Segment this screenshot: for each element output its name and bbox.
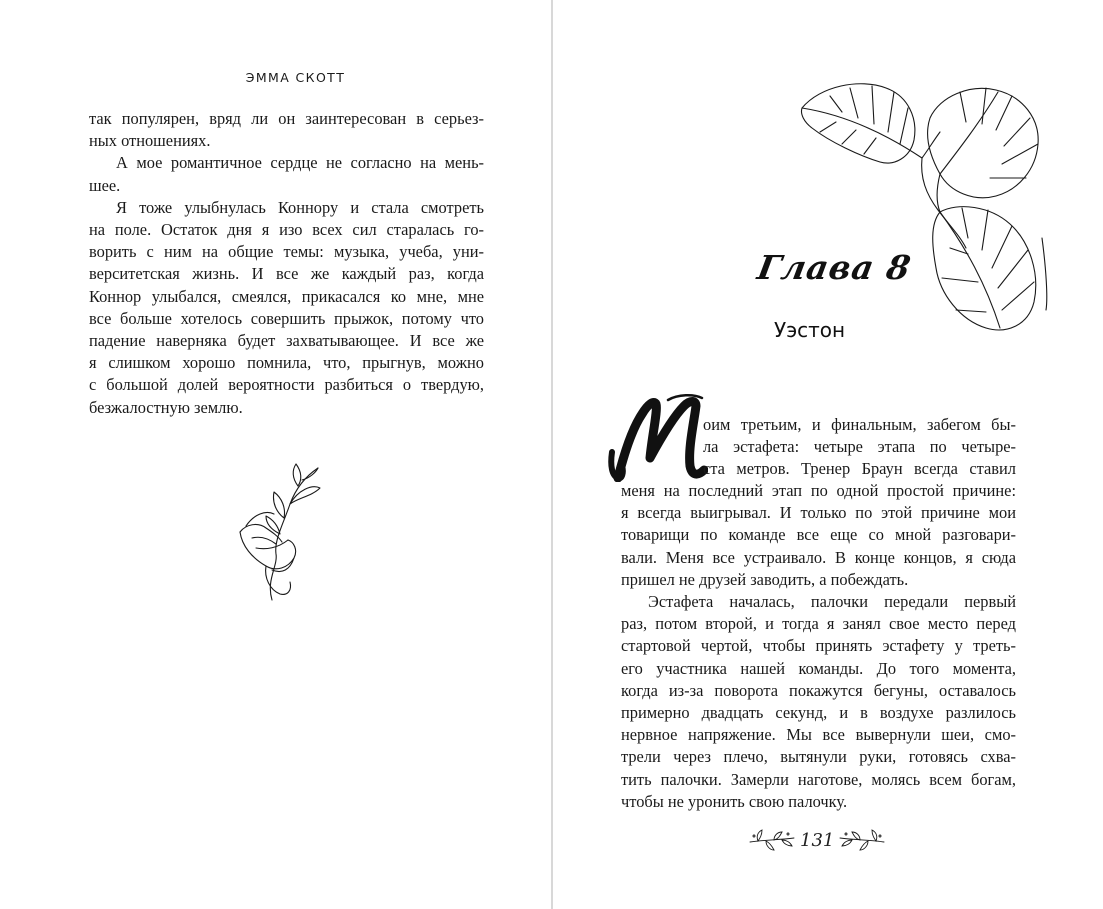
text-line: ста метров. Тренер Браун всегда ставил xyxy=(703,459,1016,479)
text-line: А мое романтичное сердце не согласно на мень- xyxy=(116,153,484,173)
text-line: тить палочки. Замерли наготове, молясь всем богам, xyxy=(621,769,1016,789)
text-line: чтобы не уронить свою палочку. xyxy=(621,791,848,811)
drop-cap-letter xyxy=(608,392,708,482)
text-line: товарищи по команде все еще со мной разговари- xyxy=(621,525,1016,545)
text-line: нервное напряжение. Мы все вывернули шеи, смо- xyxy=(621,725,1016,745)
text-line: раз, потом второй, и тогда я занял свое место перед xyxy=(621,614,1016,634)
text-line: с большой долей вероятности разбиться о твердую, xyxy=(89,375,484,395)
text-line: так популярен, вряд ли он заинтересован в серьез- xyxy=(89,109,484,128)
text-line: стартовой чертой, чтобы принять эстафету у треть- xyxy=(621,636,1016,656)
text-line: на поле. Остаток дня я изо всех сил старалась го- xyxy=(89,220,484,240)
text-line: Коннор улыбался, смеялся, прикасался ко мне, мне xyxy=(89,286,484,306)
running-head-author: ЭММА СКОТТ xyxy=(245,70,346,85)
text-line: падение наверняка будет захватывающее. И все же xyxy=(89,331,484,351)
text-line: верситетская жизнь. И все же каждый раз, когда xyxy=(89,264,484,284)
text-line: ворить с ним на общие темы: музыка, учеба, уни- xyxy=(89,242,484,262)
text-line: Я тоже улыбнулась Коннору и стала смотреть xyxy=(116,197,484,217)
text-line: ных отношениях. xyxy=(89,131,211,151)
text-line: примерно двадцать секунд, и в воздухе разлилось xyxy=(621,703,1016,723)
text-line: шее. xyxy=(89,175,121,195)
chapter-title: Глава 8 xyxy=(754,248,915,287)
text-line: его участника нашей команды. До того момента, xyxy=(621,658,1016,678)
text-line: я слишком хорошо помнила, что, прыгнув, можно xyxy=(89,353,484,373)
text-line: пришел не друзей заводить, а побеждать. xyxy=(621,569,909,589)
right-page-first-lines xyxy=(703,414,1016,481)
chapter-narrator-name: Уэстон xyxy=(774,318,846,342)
text-line: все больше хотелось совершить прыжок, потому что xyxy=(89,308,484,328)
left-page-body xyxy=(89,108,484,419)
text-line: когда из-за поворота покажутся бегуны, оставалось xyxy=(621,680,1016,700)
text-line: оим третьим, и финальным, забегом бы- xyxy=(703,415,1016,434)
text-line: Эстафета началась, палочки передали первый xyxy=(648,592,1016,612)
text-line: безжалостную землю. xyxy=(89,397,243,417)
monstera-leaves-icon xyxy=(790,78,1050,336)
text-line: вали. Меня все устраивало. В конце концов, я сюда xyxy=(621,547,1016,567)
text-line: меня на последний этап по одной простой причине: xyxy=(621,481,1016,500)
leaf-flourish-right-icon xyxy=(838,828,886,854)
text-line: ла эстафета: четыре этапа по четыре- xyxy=(703,437,1016,457)
page-number: 131 xyxy=(800,830,835,851)
text-line: трели через плечо, вытянули руки, готовясь схва- xyxy=(621,747,1016,767)
text-line: я всегда выигрывал. И только по этой причине мои xyxy=(621,503,1016,523)
hand-sprig-ornament-icon xyxy=(232,462,324,604)
leaf-flourish-left-icon xyxy=(748,828,796,854)
right-page-body xyxy=(621,480,1016,813)
